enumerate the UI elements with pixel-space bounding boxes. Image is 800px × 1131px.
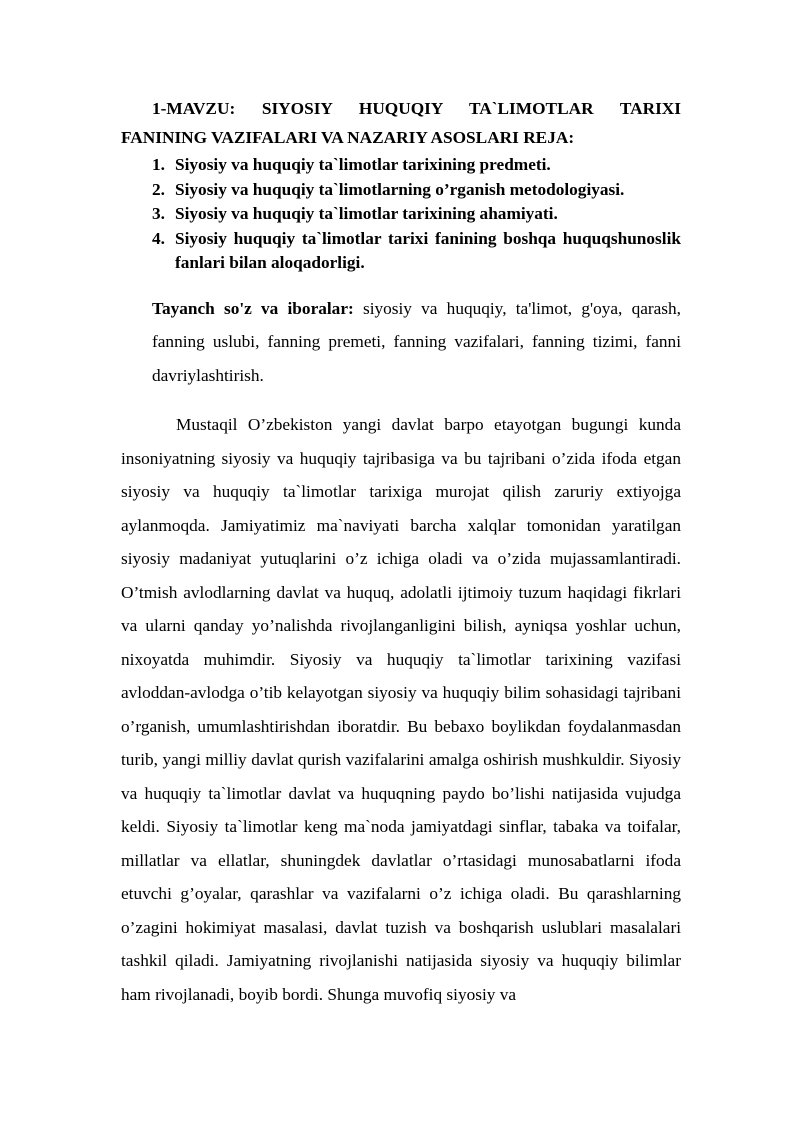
keywords-label: Tayanch so'z va iboralar: — [152, 298, 354, 318]
list-item-text: Siyosiy va huquqiy ta`limotlar tarixining ahamiyati. — [175, 204, 558, 223]
list-item-text: Siyosiy va huquqiy ta`limotlar tarixining predmeti. — [175, 155, 551, 174]
list-item-number: 1. — [152, 155, 165, 174]
list-item — [152, 178, 681, 203]
keywords-text: siyosiy va huquqiy, ta'limot, g'oya, qarash, fanning uslubi, fanning premeti, fanning vazifalari, fanning tizimi, fanni davriylashtirish. — [152, 298, 681, 385]
document-page — [121, 94, 681, 1011]
body-paragraph: Mustaqil O’zbekiston yangi davlat barpo etayotgan bugungi kunda insoniyatning siyosiy va huquqiy tajribasiga va bu tajribani o’zida ifoda etgan siyosiy va huquqiy ta`limotlar tarixiga murojat qilish zaruriy extiyojga aylanmoqda. Jamiyatimiz ma`naviyati barcha xalqlar tomonidan yaratilgan siyosiy madaniyat yutuqlarini o’z ichiga oladi va o’zida mujassamlantiradi. O’tmish avlodlarning davlat va huquq, adolatli ijtimoiy tuzum haqidagi fikrlari va ularni qanday yo’nalishda rivojlanganligini bilish, ayniqsa yoshlar uchun, nixoyatda muhimdir. Siyosiy va huquqiy ta`limotlar tarixining vazifasi avloddan-avlodga o’tib kelayotgan siyosiy va huquqiy bilim sohasidagi tajribani o’rganish, umumlashtirishdan iboratdir. Bu bebaxo boylikdan foydalanmasdan turib, yangi milliy davlat qurish vazifalarini amalga oshirish mushkuldir. Siyosiy va huquqiy ta`limotlar davlat va huquqning paydo bo’lishi natijasida vujudga keldi. Siyosiy ta`limotlar keng ma`noda jamiyatdagi sinflar, tabaka va toifalar, millatlar va ellatlar, shuningdek davlatlar o’rtasidagi munosabatlarni ifoda etuvchi g’oyalar, qarashlar va vazifalarni o’z ichiga oladi. Bu qarashlarning o’zagini hokimiyat masalasi, davlat tuzish va boshqarish uslublari masalalari tashkil qiladi. Jamiyatning rivojlanishi natijasida siyosiy va huquqiy bilimlar ham rivojlanadi, boyib bordi. Shunga muvofiq siyosiy va — [121, 415, 681, 1004]
list-item-number: 2. — [152, 179, 165, 199]
list-item-number: 3. — [152, 204, 165, 223]
page-title: 1-MAVZU: SIYOSIY HUQUQIY TA`LIMOTLAR TARIXI FANINING VAZIFALARI VA NAZARIY ASOSLARI REJA: — [121, 99, 681, 147]
plan-list — [121, 153, 681, 276]
list-item-number: 4. — [152, 228, 165, 248]
list-item-text: Siyosiy va huquqiy ta`limotlarning o’rganish metodologiyasi. — [175, 179, 625, 199]
list-item-text: Siyosiy huquqiy ta`limotlar tarixi fanining boshqa huquqshunoslik fanlari bilan aloqadorligi. — [175, 228, 681, 272]
list-item — [152, 227, 681, 276]
list-item — [152, 153, 681, 178]
list-item — [152, 202, 681, 227]
keywords-paragraph — [152, 292, 681, 393]
